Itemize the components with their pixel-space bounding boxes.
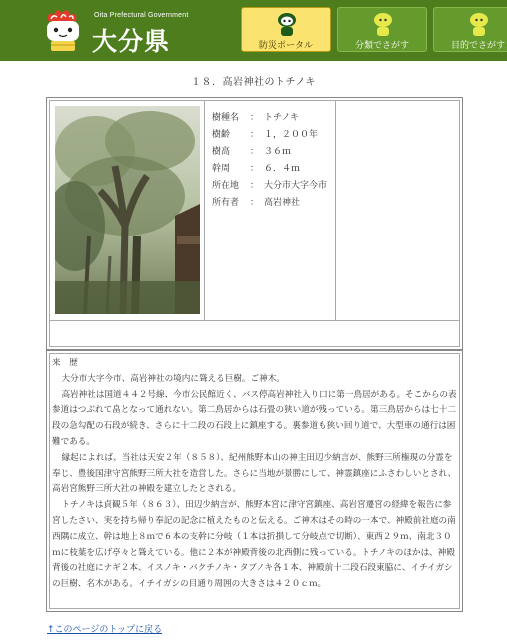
nav-purpose-search[interactable] — [433, 7, 507, 52]
fact-key: 樹種名 — [212, 113, 240, 123]
history-section — [52, 356, 457, 593]
fact-value: 高岩神社 — [264, 198, 301, 208]
fact-colon: ： — [250, 113, 260, 123]
fact-value: ６．４ｍ — [264, 164, 301, 174]
fact-colon: ： — [250, 147, 260, 157]
site-header — [0, 0, 507, 61]
fact-key: 樹齢 — [212, 130, 231, 140]
fact-key: 所在地 — [212, 181, 240, 191]
page-title: １８．高岩神社のトチノキ — [191, 77, 316, 88]
nav-bosai-portal[interactable] — [241, 7, 331, 52]
fact-key: 所有者 — [212, 198, 240, 208]
history-paragraph: 縁起によれば、当社は天安２年（８５８）、紀州熊野本山の神主田辺少納言が、熊野三所権現の分霊を奉じ、豊後国津守宮熊野三所大社を造営した。さらに当地が景勝にして、神霊鎮座にふさわしいとされ、高岩宮熊野三所大社の神殿を建立したとされる。 — [52, 452, 457, 495]
logo-title: 大分県 — [92, 27, 171, 56]
nav-label: 分類でさがす — [354, 41, 409, 51]
fact-colon: ： — [250, 164, 260, 174]
nav-label: 防災ポータル — [258, 41, 313, 51]
fact-key: 樹高 — [212, 147, 231, 157]
history-paragraph: トチノキは貞観５年（８６３）、田辺少納言が、熊野本宮に津守宮鎮座、高岩宮遷宮の経緯を報告に参宮したさい、実を持ち帰り奉記の記念に植えたものと伝える。ご神木はその時の一本で、神殿前社庭の南西隅に成立、幹は地上８ｍで６本の支幹に分岐（１本は折損して分岐点で切断）、東西２９ｍ、南北３０ｍに枝葉を広げ亭々と聳えている。他に２本が神殿背後の北西側に残っている。トチノキのほかは、神殿背後の社庭にナギ２本、イスノキ・バクチノキ・タブノキ各１本、神殿前十二段石段東脇に、イチイガシの巨樹、名木がある。イチイガシの目通り周囲の大きさは４２０ｃｍ。 — [52, 500, 456, 590]
bosai-mascot-icon — [275, 11, 299, 37]
fact-colon: ： — [250, 198, 260, 208]
fact-colon: ： — [250, 130, 260, 140]
nav-category-search[interactable] — [337, 7, 427, 52]
fact-value: 大分市大字今市 — [264, 181, 328, 191]
logo-english-text: Oita Prefectural Government — [94, 12, 189, 19]
fact-value: １，２００年 — [264, 130, 319, 140]
back-to-top-link[interactable]: ↑このページのトップに戻る — [47, 625, 163, 635]
history-paragraph: 大分市大字今市、高岩神社の境内に聳える巨樹。ご神木。 — [61, 373, 285, 384]
mascot-icon — [371, 11, 395, 37]
fact-value: ３６ｍ — [264, 147, 292, 157]
fact-colon: ： — [250, 181, 260, 191]
history-heading: 来 歴 — [52, 358, 78, 368]
site-logo[interactable] — [42, 5, 189, 56]
fact-value: トチノキ — [264, 113, 300, 123]
nav-label: 目的でさがす — [450, 41, 505, 51]
history-paragraph: 高岩神社は国道４４２号線、今市公民館近く、バス停高岩神社入り口に第一鳥居がある。そこからの表参道はつぶれて畠となって通れない。第二鳥居からは石畳の狭い道が残っている。第三鳥居からは七十二段の急勾配の石段が続き、さらに十二段の石段上に鎮座する。裏参道も狭い回り道で、大型車の通行は困難である。 — [52, 389, 457, 447]
fact-key: 幹周 — [212, 164, 231, 174]
mascot-logo-icon — [42, 7, 84, 53]
mascot-icon — [467, 11, 491, 37]
tree-photo — [55, 106, 200, 314]
empty-table-row — [49, 321, 460, 347]
